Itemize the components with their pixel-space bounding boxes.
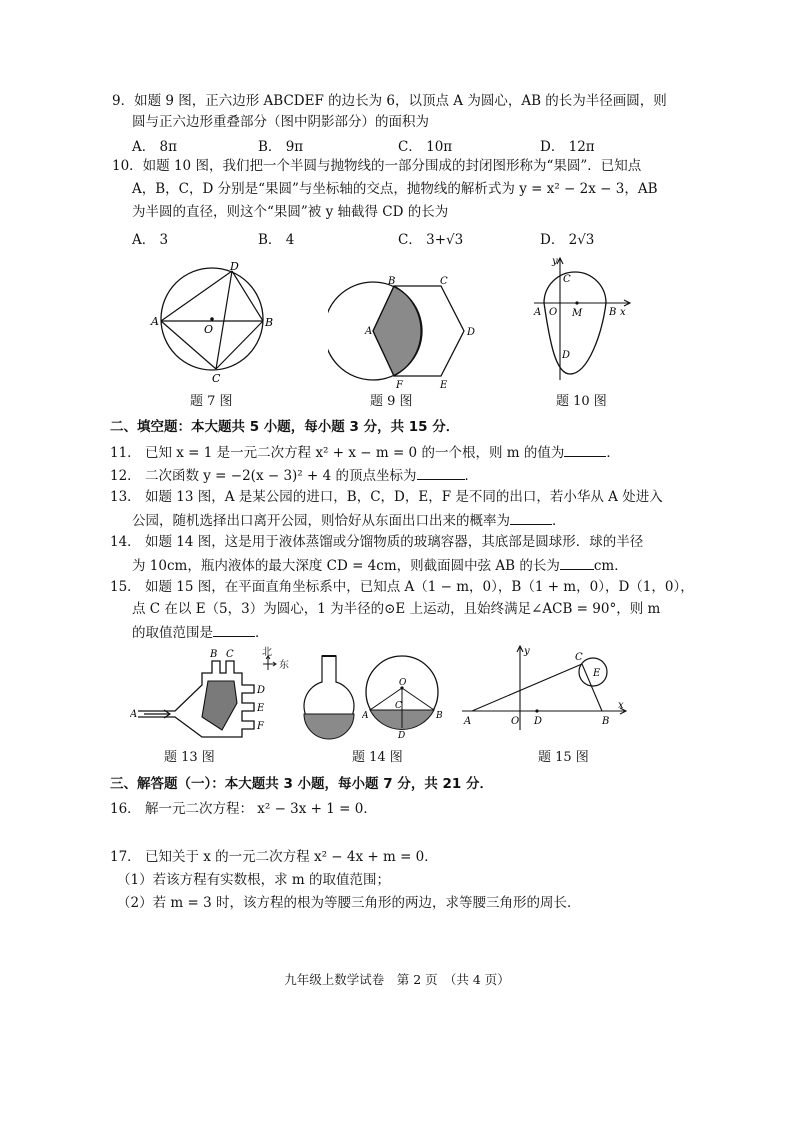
q15-text: 的取值范围是	[132, 625, 213, 641]
fig10-label-b: B	[609, 307, 617, 318]
fig13-label-d: D	[257, 685, 266, 696]
q14-text: 为 10cm，瓶内液体的最大深度 CD = 4cm，则截面圆中弦 AB 的长为	[132, 558, 560, 574]
caption-fig14: 题 14 图	[352, 750, 403, 765]
fig7-label-a: A	[151, 315, 159, 328]
q15-line3	[132, 622, 269, 642]
q12-text: 12． 二次函数 y = −2(x − 3)² + 4 的顶点坐标为	[110, 468, 417, 484]
fig15-label-b: B	[602, 716, 610, 727]
fig14-radius-ob	[402, 688, 434, 710]
q15-end: ．	[255, 625, 269, 641]
q15-line2: 点 C 在以 E（5，3）为圆心，1 为半径的⊙E 上运动，且始终满足∠ACB = 90°，则 m	[132, 601, 661, 617]
fig9-label-d: D	[467, 327, 476, 338]
fig13-label-e: E	[257, 703, 265, 714]
fig13-label-a: A	[130, 709, 138, 720]
q11-end: ．	[606, 445, 620, 461]
q10-options	[0, 228, 794, 246]
q10-option-a: A． 3	[132, 232, 169, 248]
figure-15	[458, 642, 638, 734]
fig14-label-b: B	[436, 711, 443, 721]
q15-line1: 15． 如题 15 图，在平面直角坐标系中，已知点 A（1 − m，0），B（1 + m，0），D（1，0），	[110, 579, 694, 595]
q9-option-d: D． 12π	[540, 139, 595, 155]
q11-text: 11． 已知 x = 1 是一元二次方程 x² + x − m = 0 的一个根，则 m 的值为	[110, 445, 565, 461]
fig10-label-a: A	[534, 307, 542, 318]
q14-line2	[132, 555, 628, 575]
q11-answer-blank[interactable]	[564, 442, 606, 457]
q16: 16． 解一元二次方程： x² − 3x + 1 = 0．	[110, 801, 377, 817]
fig15-point-d	[535, 709, 538, 712]
fig10-label-m: M	[572, 308, 583, 319]
q9-line1: 9．如题 9 图，正六边形 ABCDEF 的边长为 6，以顶点 A 为圆心，AB 的长为半径画圆，则	[112, 93, 667, 109]
q17-line1: 17． 已知关于 x 的一元二次方程 x² − 4x + m = 0．	[110, 849, 438, 865]
caption-fig15: 题 15 图	[538, 750, 589, 765]
fig15-segment-ac	[472, 664, 582, 711]
fig13-label-f: F	[257, 721, 264, 732]
section-3-heading: 三、解答题（一）：本大题共 3 小题，每小题 7 分，共 21 分．	[110, 776, 494, 792]
fig9-label-c: C	[440, 276, 448, 287]
q13-answer-blank[interactable]	[510, 510, 552, 525]
q14-line1: 14． 如题 14 图，这是用于液体蒸馏或分馏物质的玻璃容器，其底部是圆球形．球的半径	[110, 534, 644, 550]
fig10-label-o: O	[549, 307, 558, 318]
fig13-label-b: B	[210, 649, 218, 660]
fig7-chord-ad	[161, 271, 232, 321]
q9-line2: 圆与正六边形重叠部分（图中阴影部分）的面积为	[132, 114, 429, 130]
q13-line2	[132, 510, 566, 530]
q14-end: cm．	[593, 558, 628, 574]
fig14-label-a: A	[362, 711, 369, 721]
fig15-label-a: A	[464, 716, 472, 727]
fig7-label-b: B	[265, 316, 274, 329]
figure-14-section	[362, 652, 452, 744]
q17-part2: （2）若 m = 3 时，该方程的根为等腰三角形的两边，求等腰三角形的周长．	[117, 895, 581, 911]
q13-end: ．	[552, 513, 566, 529]
figure-14-flask	[298, 652, 360, 748]
q9-option-a: A． 8π	[132, 139, 178, 155]
fig14-label-o: O	[399, 678, 407, 688]
q11	[110, 442, 620, 462]
fig9-shaded-region	[373, 286, 421, 376]
q12	[110, 465, 478, 485]
fig15-label-d: D	[534, 716, 543, 727]
fig15-label-o: O	[511, 716, 520, 727]
q17-part1: （1）若该方程有实数根，求 m 的取值范围；	[117, 872, 390, 888]
caption-fig9: 题 9 图	[370, 394, 413, 409]
q14-answer-blank[interactable]	[560, 555, 594, 570]
fig15-label-y: y	[524, 646, 530, 657]
caption-fig13: 题 13 图	[164, 750, 215, 765]
figure-9	[328, 272, 478, 392]
fig10-label-d: D	[562, 350, 571, 361]
fig7-label-o: O	[204, 323, 214, 336]
fig10-point-m	[575, 301, 578, 304]
fig15-label-c: C	[575, 652, 583, 663]
fig10-label-c: C	[563, 274, 571, 285]
fig10-label-x: x	[620, 307, 626, 318]
q12-answer-blank[interactable]	[417, 465, 465, 480]
q10-option-b: B． 4	[258, 232, 295, 248]
q10-line2: A，B，C，D 分别是“果圆”与坐标轴的交点，抛物线的解析式为 y = x² − 2x − 3，AB	[132, 181, 658, 197]
flask-liquid	[304, 714, 354, 739]
fig14-label-d: D	[398, 731, 406, 741]
compass-east: 东	[279, 660, 289, 671]
fig9-label-e: E	[440, 380, 448, 391]
q10-option-c: C． 3+√3	[398, 232, 464, 248]
q10-line1: 10．如题 10 图，我们把一个半圆与抛物线的一部分围成的封闭图形称为“果圆”．已知点	[112, 158, 642, 174]
section-2-heading: 二、填空题：本大题共 5 小题，每小题 3 分，共 15 分．	[110, 419, 460, 435]
fig10-label-y: y	[552, 256, 558, 267]
fig9-label-f: F	[396, 380, 403, 391]
fig9-label-b: B	[388, 276, 396, 287]
q13-line1: 13． 如题 13 图，A 是某公园的进口，B，C，D，E，F 是不同的出口，若小华从 A 处进入	[110, 489, 663, 505]
fig7-chord-db	[232, 271, 263, 321]
figure-7	[150, 258, 280, 386]
fig15-label-x: x	[618, 700, 624, 711]
compass-north: 北	[262, 647, 272, 658]
caption-fig7: 题 7 图	[190, 394, 233, 409]
q9-options	[0, 135, 794, 153]
fig7-label-d: D	[230, 260, 239, 273]
q12-end: ．	[464, 468, 478, 484]
caption-fig10: 题 10 图	[556, 394, 607, 409]
q10-line3: 为半圆的直径，则这个“果圆”被 y 轴截得 CD 的长为	[132, 204, 449, 220]
q9-option-c: C． 10π	[398, 139, 453, 155]
fig14-label-c: C	[395, 701, 402, 711]
fig7-center	[210, 317, 214, 321]
page-footer: 九年级上数学试卷 第 2 页 （共 4 页）	[284, 972, 510, 987]
fig13-label-c: C	[226, 649, 234, 660]
fig10-semicircle	[544, 272, 606, 303]
fig7-label-c: C	[212, 372, 221, 385]
q9-option-b: B． 9π	[258, 139, 304, 155]
figure-10	[530, 254, 645, 384]
q10-option-d: D． 2√3	[540, 232, 595, 248]
fig13-park-area	[202, 681, 237, 730]
fig15-label-e: E	[593, 668, 601, 679]
q15-answer-blank[interactable]	[213, 622, 255, 637]
fig9-label-a: A	[365, 326, 373, 337]
q13-text: 公园，随机选择出口离开公园，则恰好从东面出口出来的概率为	[132, 513, 510, 529]
